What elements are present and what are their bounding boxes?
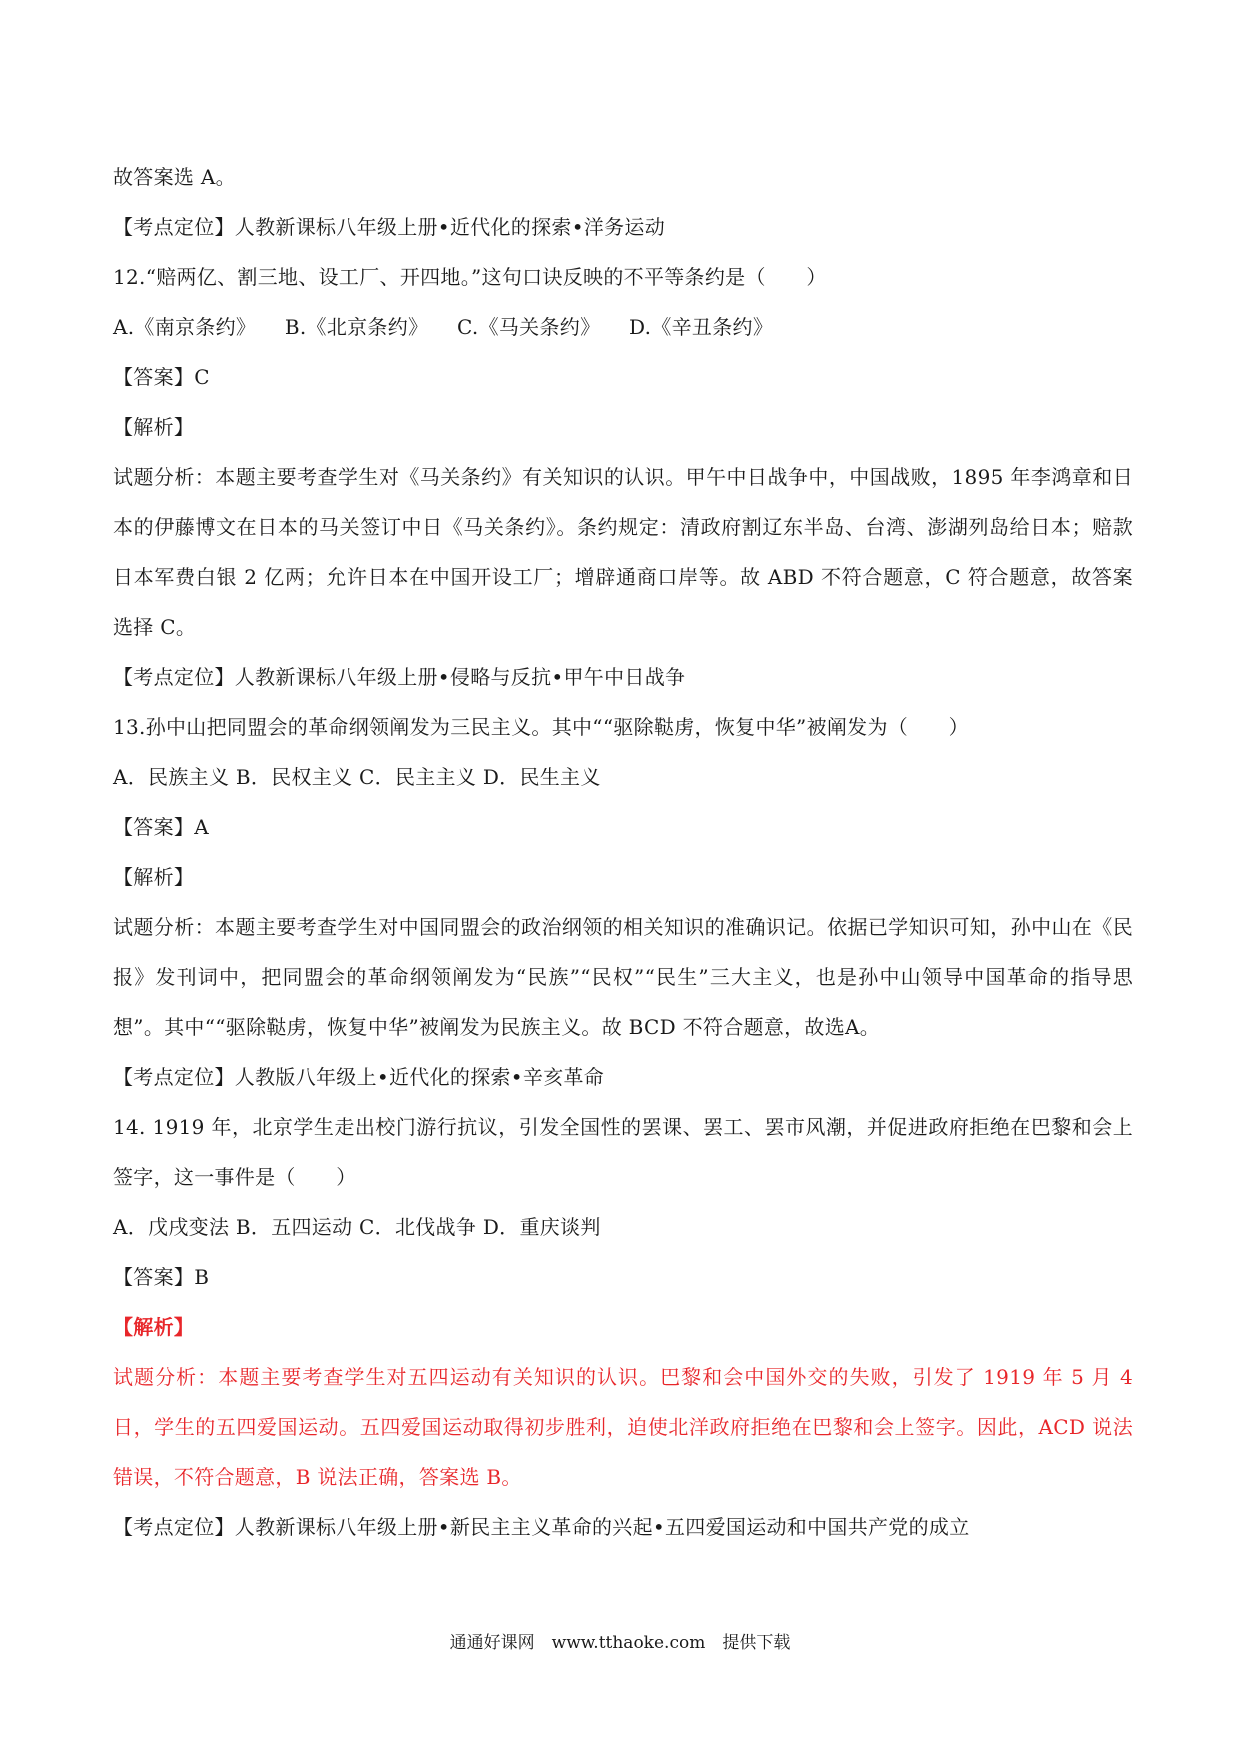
page-footer: 通通好课网 www.tthaoke.com 提供下载	[449, 1633, 791, 1653]
document-body	[113, 152, 1133, 1552]
answer-conclusion: 故答案选 A。	[113, 165, 236, 189]
option-a: A.《南京条约》	[113, 315, 257, 339]
analysis-13: 试题分析：本题主要考查学生对中国同盟会的政治纲领的相关知识的准确识记。依据已学知识可知，孙中山在《民报》发刊词中，把同盟会的革命纲领阐发为“民族”“民权”“民生”三大主义，也是孙中山领导中国革命的指导思想”。其中““驱除鞑虏，恢复中华”被阐发为民族主义。故 BCD 不符合题意，故选A。	[113, 915, 1133, 1039]
analysis-12: 试题分析：本题主要考查学生对《马关条约》有关知识的认识。甲午中日战争中，中国战败，1895 年李鸿章和日本的伊藤博文在日本的马关签订中日《马关条约》。条约规定：清政府割辽东半岛、台湾、澎湖列岛给日本；赔款日本军费白银 2 亿两；允许日本在中国开设工厂；增辟通商口岸等。故 ABD 不符合题意，C 符合题意，故答案选择 C。	[113, 465, 1133, 639]
option-c: C.《马关条约》	[457, 315, 601, 339]
kaodian-12: 【考点定位】人教新课标八年级上册•侵略与反抗•甲午中日战争	[113, 665, 686, 689]
jiexi-heading-12: 【解析】	[113, 415, 195, 439]
option-b: B.《北京条约》	[284, 315, 429, 339]
question-13: 13.孙中山把同盟会的革命纲领阐发为三民主义。其中““驱除鞑虏，恢复中华”被阐发为（ ）	[113, 715, 969, 739]
question-13-options: A．民族主义 B．民权主义 C．民主主义 D．民生主义	[113, 765, 601, 789]
jiexi-heading-13: 【解析】	[113, 865, 195, 889]
question-12: 12.“赔两亿、割三地、设工厂、开四地。”这句口诀反映的不平等条约是（ ）	[113, 265, 827, 289]
question-12-options	[113, 302, 1133, 352]
kaodian-11: 【考点定位】人教新课标八年级上册•近代化的探索•洋务运动	[113, 215, 665, 239]
answer-13: 【答案】A	[113, 815, 209, 839]
question-14: 14. 1919 年，北京学生走出校门游行抗议，引发全国性的罢课、罢工、罢市风潮，并促进政府拒绝在巴黎和会上签字，这一事件是（ ）	[113, 1115, 1133, 1189]
answer-12: 【答案】C	[113, 365, 210, 389]
analysis-14: 试题分析：本题主要考查学生对五四运动有关知识的认识。巴黎和会中国外交的失败，引发了 1919 年 5 月 4 日，学生的五四爱国运动。五四爱国运动取得初步胜利，迫使北洋政府拒绝在巴黎和会上签字。因此，ACD 说法错误，不符合题意，B 说法正确，答案选 B。	[113, 1365, 1133, 1489]
kaodian-14: 【考点定位】人教新课标八年级上册•新民主主义革命的兴起•五四爱国运动和中国共产党的成立	[113, 1515, 970, 1539]
question-14-options: A．戊戌变法 B．五四运动 C．北伐战争 D．重庆谈判	[113, 1215, 601, 1239]
kaodian-13: 【考点定位】人教版八年级上•近代化的探索•辛亥革命	[113, 1065, 605, 1089]
answer-14: 【答案】B	[113, 1265, 210, 1289]
option-d: D.《辛丑条约》	[629, 315, 774, 339]
jiexi-heading-14: 【解析】	[113, 1315, 195, 1339]
